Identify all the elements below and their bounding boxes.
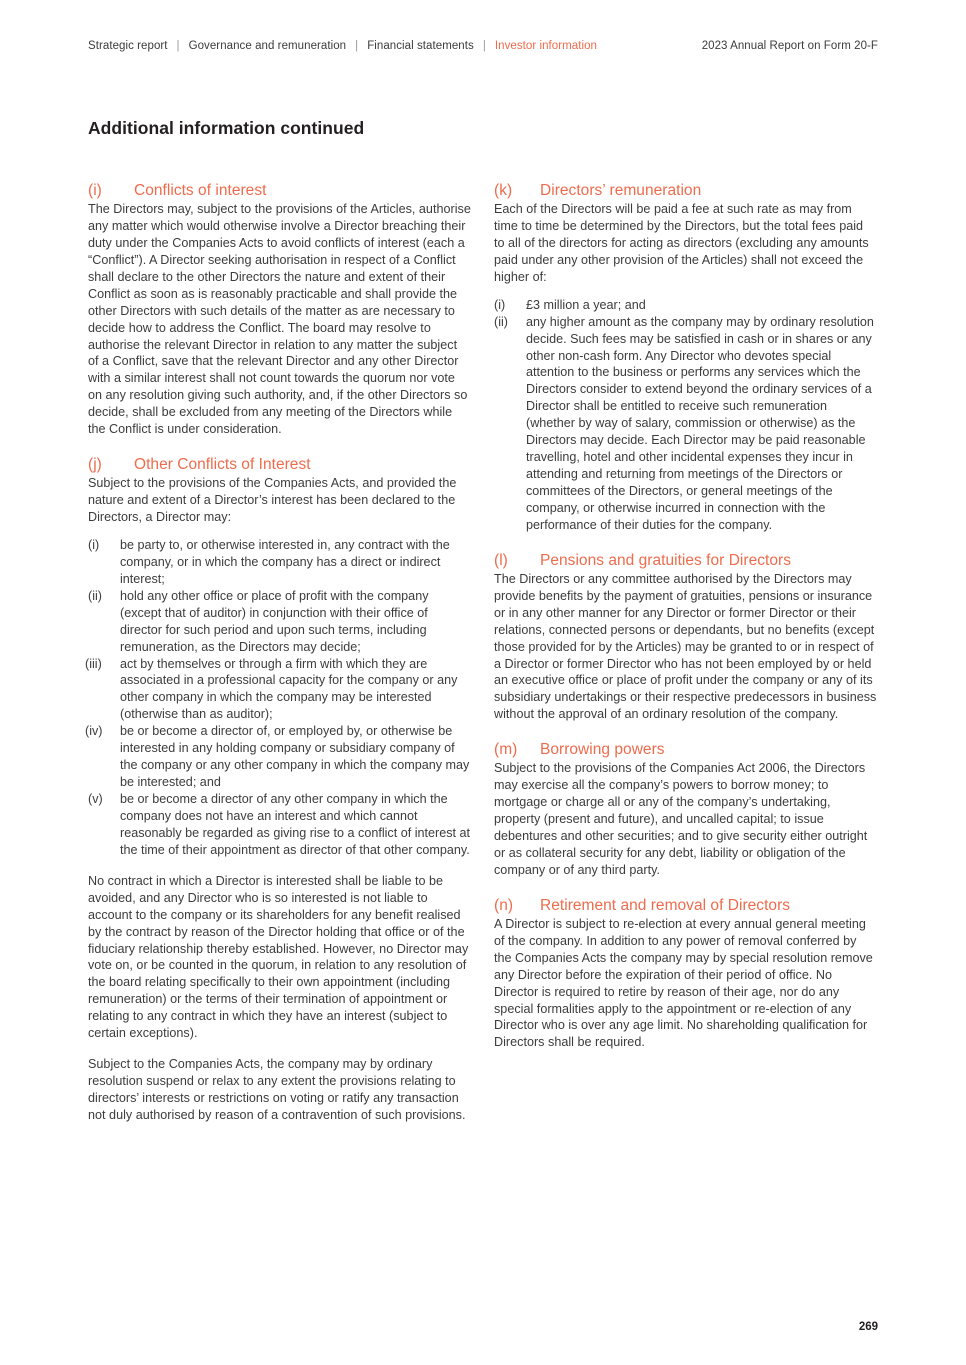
list-item-marker: (i) (88, 537, 100, 552)
breadcrumb-item-financial-statements[interactable]: Financial statements (367, 40, 474, 52)
section-m-heading (494, 741, 877, 759)
section-i-marker: (i) (88, 182, 102, 199)
section-m-title: Borrowing powers (540, 741, 665, 759)
section-k-marker: (k) (494, 182, 513, 199)
section-j-title: Other Conflicts of Interest (134, 456, 311, 474)
list-item-marker: (iv) (85, 724, 103, 739)
list-item (85, 723, 471, 791)
section-j-paragraph-3: Subject to the Companies Acts, the company may by ordinary resolution suspend or relax to any extent the provisions relating to directors’ interests or restrictions on voting or ratify any transaction not duly authorised by reason of a contravention of such provisions. (88, 1057, 466, 1122)
breadcrumb-item-governance-and-remuneration[interactable]: Governance and remuneration (188, 40, 347, 52)
list-item (88, 588, 471, 656)
section-j-other-conflicts-of-interest (85, 456, 471, 1124)
section-m-marker: (m) (494, 741, 518, 759)
page-title: Additional information continued (88, 117, 365, 138)
section-i-paragraph: The Directors may, subject to the provisions of the Articles, authorise any matter which would otherwise involve a Director breaching their duty under the Companies Acts to avoid conflicts of interest (each a “Conflict”). A Director seeking authorisation in respect of a Conflict shall declare to the other Directors the nature and extent of their Conflict as soon as is reasonably practicable and shall provide the other Directors with such details of the matter as are necessary to decide how to address the Conflict. The board may resolve to authorise the relevant Director in relation to any matter the subject of a Conflict, save that the relevant Director and any other Director with a similar interest shall not count towards the quorum nor vote on any resolution giving such authority, and, if the other Directors so decide, shall be excluded from any meeting of the Directors while the Conflict is under consideration. (88, 202, 471, 437)
section-k-intro: Each of the Directors will be paid a fee at such rate as may from time to time be determined by the Directors, but the total fees paid to all of the directors for acting as directors (excluding any amounts paid under any other provision of the Articles) shall not exceed the higher of: (494, 202, 869, 284)
content-columns (85, 182, 878, 1124)
breadcrumb-item-investor-information[interactable]: Investor information (494, 40, 597, 52)
section-j-intro: Subject to the provisions of the Companies Acts, and provided the nature and extent of a Director’s interest has been declared to the Directors, a Director may: (88, 476, 457, 524)
list-item (85, 656, 471, 724)
left-column (85, 182, 471, 1124)
section-k-heading (494, 182, 877, 200)
section-l-heading (494, 552, 877, 570)
section-l-paragraph: The Directors or any committee authorised by the Directors may provide benefits by the payment of gratuities, pensions or insurance or in any other manner for any Director or former Director or their relations, connected persons or dependants, but no benefits (except those provided for by the Articles) may be granted to or in respect of a Director or former Director who has not been employed by or held an executive office or place of profit under the company or any of its subsidiary undertakings or their respective predecessors in business without the approval of an ordinary resolution of the company. (494, 571, 877, 722)
breadcrumb-separator: | (176, 40, 180, 52)
list-item-text: be party to, or otherwise interested in, any contract with the company, or in which the company has a direct or indirect interest; (120, 537, 450, 586)
list-item-text: hold any other office or place of profit with the company (except that of auditor) in conjunction with their office of director for such period and upon such terms, including remuneration, as the Directors may decide; (120, 588, 429, 654)
section-n-heading (494, 897, 877, 915)
list-item-marker: (iii) (85, 656, 102, 671)
section-n-retirement-and-removal (494, 897, 877, 1052)
section-j-list (85, 537, 471, 859)
section-m-paragraph: Subject to the provisions of the Companies Act 2006, the Directors may exercise all the company’s powers to borrow money; to mortgage or charge all or any of the company’s undertaking, property (present and future), and uncalled capital; to issue debentures and other securities; and to give security either outright or as collateral security for any debt, liability or obligation of the company or of any third party. (494, 761, 868, 877)
list-item-text: be or become a director of any other company in which the company does not have an interest and which cannot reasonably be regarded as giving rise to a conflict of interest at the time of their appointment as director of that other company. (120, 792, 471, 857)
section-l-marker: (l) (494, 551, 508, 569)
list-item-marker: (ii) (494, 314, 508, 329)
section-j-marker: (j) (88, 456, 102, 474)
section-n-title: Retirement and removal of Directors (540, 896, 791, 914)
section-i-heading (88, 182, 471, 200)
section-k-list (494, 297, 877, 534)
list-item-text: any higher amount as the company may by ordinary resolution decide. Such fees may be satisfied in cash or in shares or any other non-cash form. Any Director who devotes special attention to the business or performs any services which the Directors consider to extend beyond the ordinary services of a Director shall be entitled to receive such remuneration (whether by way of salary, commission or otherwise) as the Directors may decide. Each Director may be paid reasonable travelling, hotel and other incidental expenses they incur in attending and returning from meetings of the Directors or committees of the Directors, or general meetings of the company, or otherwise incurred in connection with the performance of their duties for the company. (526, 314, 874, 532)
section-i-title: Conflicts of interest (134, 182, 267, 199)
section-k-directors-remuneration (494, 182, 877, 534)
list-item-text: be or become a director of, or employed by, or otherwise be interested in any holding company or subsidiary company of the company or any other company in which the company may be interested; and (120, 724, 470, 790)
section-m-borrowing-powers (494, 741, 877, 879)
section-l-title: Pensions and gratuities for Directors (540, 551, 791, 569)
list-item (88, 537, 471, 588)
section-i-conflicts-of-interest (88, 182, 471, 438)
list-item (494, 297, 877, 314)
section-k-title: Directors’ remuneration (540, 182, 702, 199)
breadcrumb-item-strategic-report[interactable]: Strategic report (88, 40, 168, 52)
breadcrumb-separator: | (355, 40, 359, 52)
section-n-paragraph: A Director is subject to re-election at every annual general meeting of the company. In addition to any power of removal conferred by the Companies Acts the company may by special resolution remove any Director before the expiration of their period of office. No Director is required to retire by reason of their age, nor do any special formalities apply to the appointment or re-election of any Director who is over any age limit. No shareholding qualification for Directors shall be required. (494, 916, 873, 1050)
page-header (88, 40, 878, 52)
right-column (494, 182, 877, 1051)
section-n-marker: (n) (494, 896, 514, 914)
list-item-marker: (v) (88, 792, 103, 806)
page-number: 269 (858, 1321, 878, 1333)
section-j-paragraph-2: No contract in which a Director is interested shall be liable to be avoided, and any Director who is so interested is not liable to account to the company or its shareholders for any benefit realised by the contract by reason of the Director holding that office or of the fiduciary relationship thereby established. However, no Director may vote on, or be counted in the quorum, in relation to any resolution of the board relating specifically to their own appointment (including remuneration) or the terms of their termination of appointment or relating to any contract in which they have an interest (subject to certain exceptions). (88, 873, 469, 1041)
breadcrumb (88, 40, 597, 52)
list-item (494, 314, 877, 534)
list-item-marker: (ii) (88, 588, 102, 603)
section-l-pensions-and-gratuities (494, 552, 877, 723)
list-item-marker: (i) (494, 297, 506, 312)
breadcrumb-separator: | (482, 40, 486, 52)
list-item-text: £3 million a year; and (526, 297, 646, 312)
report-title: 2023 Annual Report on Form 20-F (701, 40, 878, 52)
list-item-text: act by themselves or through a firm with which they are associated in a professional capacity for the company or any other company in which the company may be interested (otherwise than as auditor); (120, 656, 458, 722)
section-j-heading (88, 456, 471, 474)
list-item (88, 791, 471, 859)
